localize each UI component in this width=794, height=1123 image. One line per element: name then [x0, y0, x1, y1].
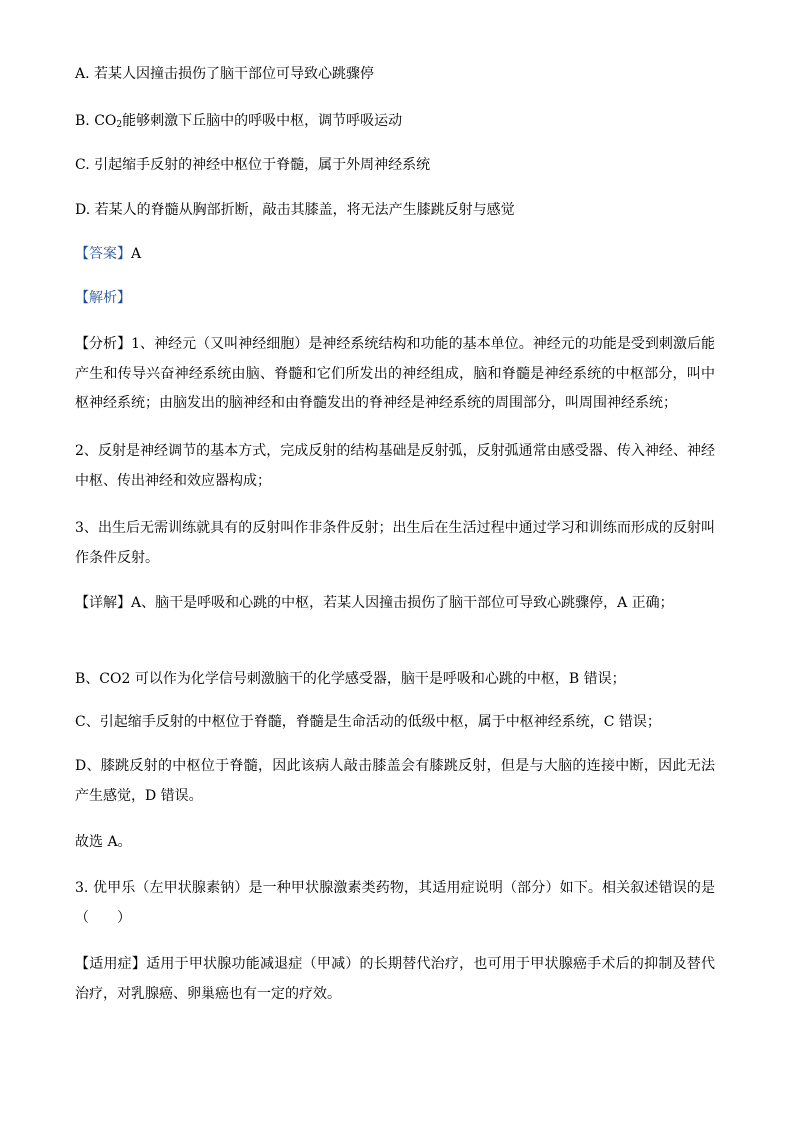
option-b	[75, 108, 715, 138]
analysis-paragraph-1	[75, 330, 715, 419]
indication-label: 【适用症】	[75, 956, 147, 972]
detail-c: C、引起缩手反射的中枢位于脊髓，脊髓是生命活动的低级中枢，属于中枢神经系统，C 错误；	[75, 714, 661, 730]
indication-text: 适用于甲状腺功能减退症（甲减）的长期替代治疗，也可用于甲状腺癌手术后的抑制及替代治疗，对乳腺癌、卵巢癌也有一定的疗效。	[75, 956, 716, 1002]
conclusion: 故选 A。	[75, 834, 132, 850]
question-3-stem: 3. 优甲乐（左甲状腺素钠）是一种甲状腺激素类药物，其适用症说明（部分）如下。相关叙述错误的是（ ）	[75, 880, 715, 926]
question-3-indication	[75, 950, 715, 1009]
analysis-paragraph-2: 2、反射是神经调节的基本方式，完成反射的结构基础是反射弧，反射弧通常由感受器、传入神经、神经中枢、传出神经和效应器构成；	[75, 443, 715, 489]
option-b-subscript: 2	[116, 120, 123, 130]
analysis-point-1: 1、神经元（又叫神经细胞）是神经系统结构和功能的基本单位。神经元的功能是受到刺激后能产生和传导兴奋神经系统由脑、脊髓和它们所发出的神经组成，脑和脊髓是神经系统的中枢部分，叫中枢神经系统；由脑发出的脑神经和由脊髓发出的脊神经是神经系统的周围部分，叫周围神经系统；	[75, 336, 716, 411]
detail-label: 【详解】	[75, 595, 131, 611]
detail-a-text: A、脑干是呼吸和心跳的中枢，若某人因撞击损伤了脑干部位可导致心跳骤停，A 正确；	[131, 595, 674, 611]
answer-line	[75, 241, 715, 267]
answer-label: 【答案】	[75, 246, 131, 262]
option-d: D. 若某人的脊髓从胸部折断，敲击其膝盖，将无法产生膝跳反射与感觉	[75, 202, 515, 218]
option-c: C. 引起缩手反射的神经中枢位于脊髓，属于外周神经系统	[75, 157, 431, 173]
option-b-suffix: 能够刺激下丘脑中的呼吸中枢，调节呼吸运动	[122, 113, 403, 129]
answer-value: A	[131, 246, 142, 262]
analysis-paragraph-3: 3、出生后无需训练就具有的反射叫作非条件反射；出生后在生活过程中通过学习和训练而形成的反射叫作条件反射。	[75, 520, 715, 566]
option-b-prefix: B. CO	[75, 113, 117, 129]
analysis-label: 【分析】	[75, 336, 132, 352]
detail-a	[75, 590, 715, 616]
analysis-heading: 【解析】	[75, 290, 131, 306]
detail-b: B、CO2 可以作为化学信号刺激脑干的化学感受器，脑干是呼吸和心跳的中枢，B 错误；	[75, 671, 626, 687]
detail-d: D、膝跳反射的中枢位于脊髓，因此该病人敲击膝盖会有膝跳反射，但是与大脑的连接中断，因此无法产生感觉，D 错误。	[75, 758, 715, 804]
option-a: A. 若某人因撞击损伤了脑干部位可导致心跳骤停	[75, 66, 375, 82]
